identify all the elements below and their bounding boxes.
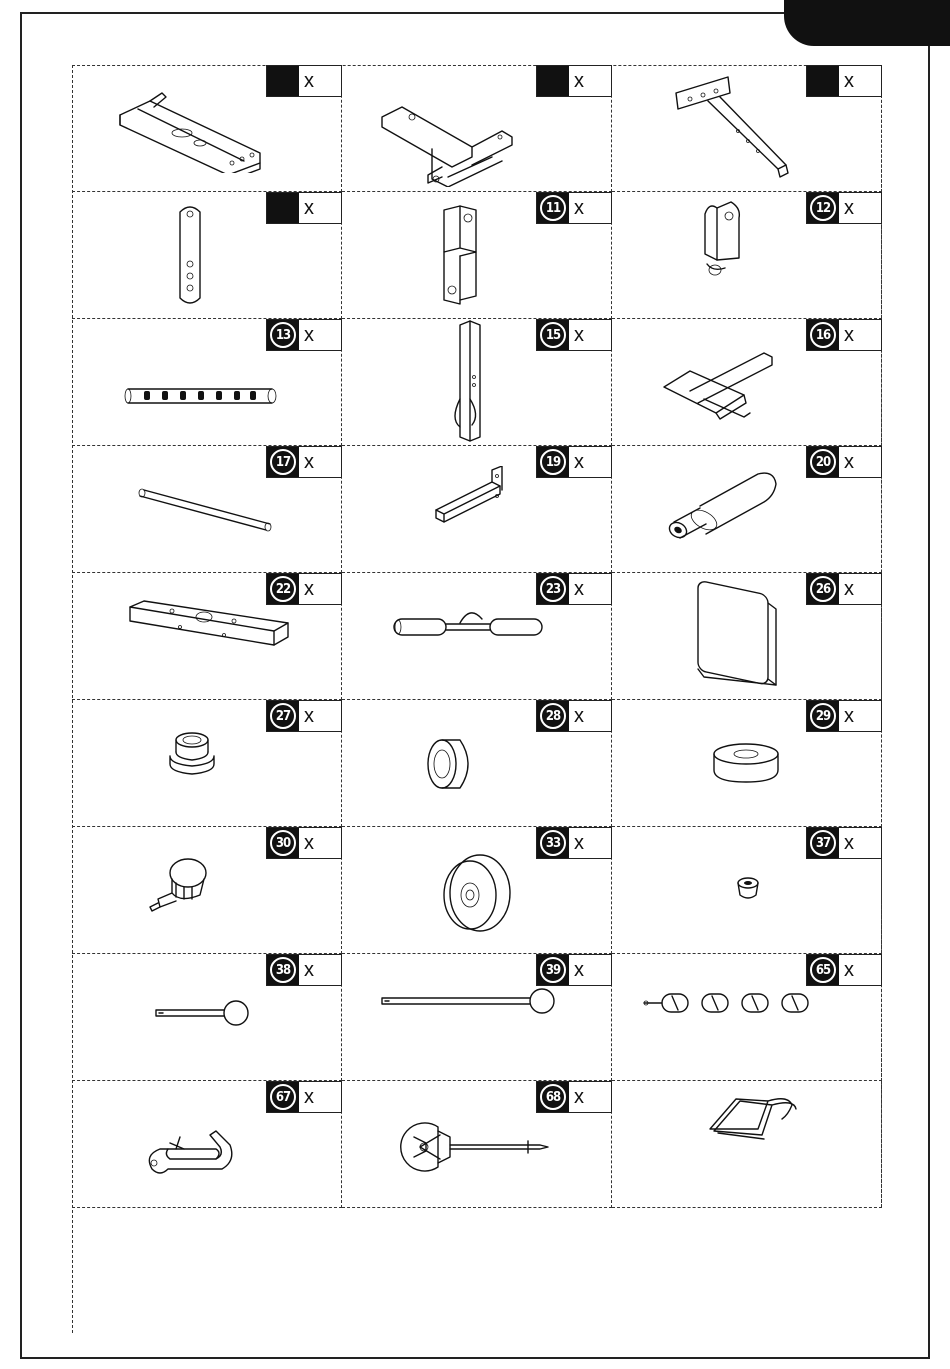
part-cell [612, 446, 882, 573]
foam-roller-part-icon [664, 466, 784, 550]
part-number-badge [537, 701, 569, 731]
part-cell [342, 827, 612, 954]
part-quantity-label [536, 700, 612, 732]
double-bracket-part-icon [434, 200, 494, 314]
spacer-part-icon [420, 734, 480, 798]
part-cell [342, 1081, 612, 1208]
frame-bracket-part-icon [110, 83, 270, 177]
quantity-prefix: x [844, 831, 854, 854]
part-number: 33 [540, 830, 566, 856]
part-number: 19 [540, 449, 566, 475]
part-cell [72, 954, 342, 1081]
part-number-badge [537, 828, 569, 858]
part-cell [72, 319, 342, 446]
quantity-prefix: x [304, 704, 314, 727]
seat-pad-part-icon [692, 579, 782, 693]
part-number-badge [267, 447, 299, 477]
part-number: 27 [270, 703, 296, 729]
hardware-bag-part-icon [708, 1095, 808, 1149]
part-cell [612, 573, 882, 700]
part-cell [72, 827, 342, 954]
part-quantity-label [536, 192, 612, 224]
part-quantity-label [536, 65, 612, 97]
part-number: 13 [270, 322, 296, 348]
part-number: 38 [270, 957, 296, 983]
part-number-badge [807, 193, 839, 223]
quantity-prefix: x [574, 450, 584, 473]
part-number: 68 [540, 1084, 566, 1110]
part-quantity-label [806, 573, 882, 605]
part-number: 67 [270, 1084, 296, 1110]
part-number-badge [807, 320, 839, 350]
small-bushing-part-icon [728, 877, 768, 911]
part-quantity-label [266, 319, 342, 351]
part-number-badge [807, 574, 839, 604]
part-quantity-label [806, 446, 882, 478]
part-number: 11 [540, 195, 566, 221]
part-cell [72, 700, 342, 827]
short-pin-part-icon [152, 1000, 252, 1034]
part-quantity-label [806, 65, 882, 97]
part-number-badge [267, 955, 299, 985]
part-number: 37 [810, 830, 836, 856]
part-number-badge [807, 955, 839, 985]
part-number-badge [807, 701, 839, 731]
threaded-rod-part-icon [122, 381, 282, 415]
part-number-badge [807, 447, 839, 477]
part-number-badge [267, 828, 299, 858]
quantity-prefix: x [304, 196, 314, 219]
part-number: 16 [810, 322, 836, 348]
quantity-prefix: x [844, 450, 854, 473]
bushing-part-icon [162, 730, 222, 784]
part-quantity-label [266, 954, 342, 986]
part-number: 30 [270, 830, 296, 856]
quantity-prefix: x [304, 323, 314, 346]
part-quantity-label [266, 827, 342, 859]
part-number-badge [267, 1082, 299, 1112]
part-cell [342, 954, 612, 1081]
part-number: 22 [270, 576, 296, 602]
quantity-prefix: x [574, 958, 584, 981]
chain-part-icon [642, 988, 822, 1022]
part-cell [612, 700, 882, 827]
part-number: 28 [540, 703, 566, 729]
quantity-prefix: x [304, 1085, 314, 1108]
quantity-prefix: x [574, 69, 584, 92]
part-quantity-label [266, 700, 342, 732]
quantity-prefix: x [574, 831, 584, 854]
part-cell [342, 192, 612, 319]
part-quantity-label [536, 573, 612, 605]
quantity-prefix: x [304, 958, 314, 981]
part-number: 17 [270, 449, 296, 475]
upright-tube-part-icon [446, 319, 496, 448]
part-cell [72, 446, 342, 573]
round-bar-part-icon [136, 484, 276, 538]
pulley-part-icon [436, 849, 516, 943]
part-number-badge [267, 193, 299, 223]
part-quantity-label [806, 827, 882, 859]
part-cell [342, 65, 612, 192]
quantity-prefix: x [844, 323, 854, 346]
quantity-prefix: x [844, 577, 854, 600]
part-cell [612, 827, 882, 954]
part-cell [612, 954, 882, 1081]
part-cell [342, 446, 612, 573]
quantity-prefix: x [844, 704, 854, 727]
part-number: 23 [540, 576, 566, 602]
part-number-badge [267, 66, 299, 96]
quantity-prefix: x [304, 450, 314, 473]
quantity-prefix: x [844, 69, 854, 92]
part-number-badge [537, 447, 569, 477]
part-number-badge [537, 1082, 569, 1112]
part-cell [72, 65, 342, 192]
part-number: 20 [810, 449, 836, 475]
part-number: 26 [810, 576, 836, 602]
part-number: 39 [540, 957, 566, 983]
part-number-badge [267, 320, 299, 350]
quantity-prefix: x [844, 196, 854, 219]
small-bracket-part-icon [432, 466, 512, 530]
part-quantity-label [536, 319, 612, 351]
part-number: 29 [810, 703, 836, 729]
part-number: 12 [810, 195, 836, 221]
carabiner-part-icon [140, 1125, 240, 1189]
part-cell [342, 319, 612, 446]
part-quantity-label [806, 319, 882, 351]
part-number-badge [537, 193, 569, 223]
part-number: 65 [810, 957, 836, 983]
y-frame-part-icon [372, 87, 542, 191]
part-number-badge [807, 828, 839, 858]
handle-bar-part-icon [390, 605, 550, 649]
plate-arm-part-icon [668, 73, 798, 187]
part-cell [612, 192, 882, 319]
part-number: 15 [540, 322, 566, 348]
part-quantity-label [266, 1081, 342, 1113]
square-tube-part-icon [124, 597, 294, 661]
part-cell [72, 192, 342, 319]
part-quantity-label [266, 65, 342, 97]
part-cell [342, 700, 612, 827]
part-quantity-label [806, 700, 882, 732]
quantity-prefix: x [574, 577, 584, 600]
quantity-prefix: x [574, 1085, 584, 1108]
quantity-prefix: x [304, 69, 314, 92]
knob-part-icon [146, 849, 216, 923]
quantity-prefix: x [574, 323, 584, 346]
long-pin-part-icon [378, 986, 558, 1020]
part-number-badge [537, 574, 569, 604]
part-quantity-label [266, 446, 342, 478]
part-cell [612, 1081, 882, 1208]
part-cell [612, 319, 882, 446]
quantity-prefix: x [304, 831, 314, 854]
wrench-part-icon [400, 1117, 550, 1181]
part-cell [342, 573, 612, 700]
part-number-badge [807, 66, 839, 96]
part-number-badge [267, 701, 299, 731]
part-number-badge [537, 320, 569, 350]
part-quantity-label [536, 954, 612, 986]
quantity-prefix: x [844, 958, 854, 981]
part-quantity-label [806, 954, 882, 986]
part-quantity-label [536, 827, 612, 859]
rubber-bumper-part-icon [706, 740, 786, 794]
part-number-badge [537, 955, 569, 985]
flat-bar-part-icon [170, 202, 210, 316]
corner-tab [784, 0, 950, 46]
part-quantity-label [536, 446, 612, 478]
part-cell [72, 1081, 342, 1208]
part-quantity-label [806, 192, 882, 224]
part-quantity-label [266, 192, 342, 224]
part-cell [612, 65, 882, 192]
pulley-bracket-part-icon [695, 200, 755, 294]
quantity-prefix: x [304, 577, 314, 600]
part-quantity-label [536, 1081, 612, 1113]
t-base-part-icon [660, 347, 780, 431]
quantity-prefix: x [574, 196, 584, 219]
part-cell [72, 573, 342, 700]
quantity-prefix: x [574, 704, 584, 727]
